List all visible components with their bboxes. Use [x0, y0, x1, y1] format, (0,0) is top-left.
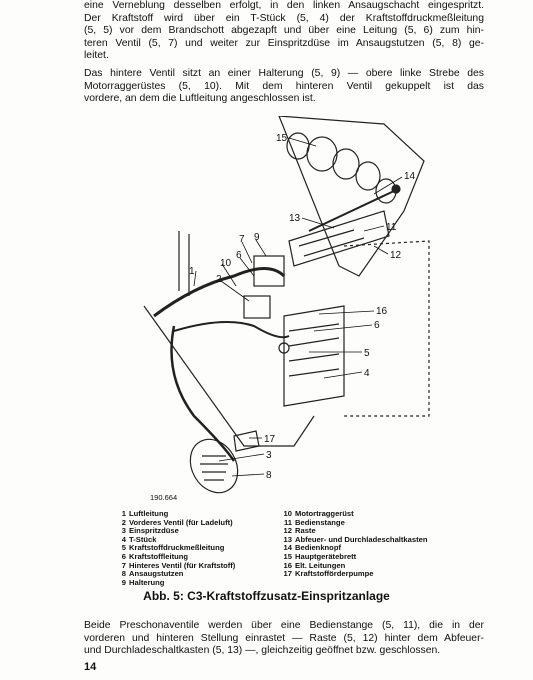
legend-item: 8 Ansaugstutzen	[121, 569, 184, 579]
callout-label: 5	[364, 348, 370, 359]
figure-code: 190.664	[150, 493, 178, 502]
legend-item: 13 Abfeuer- und Durchladeschaltkasten	[283, 534, 428, 544]
legend-item: 17 Kraftstofförderpumpe	[283, 569, 374, 579]
control-rod	[309, 191, 394, 231]
fuel-pump	[234, 431, 259, 451]
legend-item: 1 Luftleitung	[121, 509, 169, 518]
text-line: Das hintere Ventil sitzt an einer Halterung (5, 9) — obere linke Strebe des	[84, 68, 484, 79]
legend-item: 6 Kraftstoffleitung	[121, 551, 189, 561]
text-line: vordere, an dem die Luftleitung angeschlossen ist.	[84, 93, 316, 105]
legend-item: 3 Einspritzdüse	[121, 526, 179, 536]
gauge-icon	[333, 149, 359, 179]
callout-label: 4	[364, 368, 370, 379]
legend-item: 2 Vorderes Ventil (für Ladeluft)	[121, 517, 233, 527]
paragraph-intro	[84, 0, 484, 63]
callout-label: 9	[254, 232, 260, 243]
callout-label: 12	[390, 250, 402, 261]
text-line: teren Ventil (5, 7) und weiter zur Einspritzdüse im Ansaugstutzen (5, 8) ge-	[84, 37, 484, 49]
paragraph-operation	[84, 620, 484, 658]
callout-label: 6	[374, 320, 380, 331]
legend-item: 9 Halterung	[121, 577, 165, 587]
legend-left	[114, 510, 235, 587]
switch-box-detail	[299, 230, 364, 256]
callout-label: 15	[276, 133, 288, 144]
text-line: Beide Preschonaventile werden über eine Bedienstange (5, 11), die in der	[84, 620, 484, 631]
callout-label: 11	[386, 222, 397, 233]
text-line: vorderen und hinteren Stellung einrastet — Raste (5, 12) hinter dem Abfeuer-	[84, 632, 484, 644]
callout-label: 14	[404, 171, 416, 182]
callout-label: 3	[266, 450, 272, 461]
callout-label: 17	[264, 434, 276, 445]
paragraph-valve-mount	[84, 68, 484, 106]
dashboard-panel-outline	[279, 116, 424, 276]
pipe-bundle-detail	[289, 324, 339, 376]
legend-item: 5 Kraftstoffdruckmeßleitung	[121, 543, 225, 553]
callout-label: 16	[376, 306, 388, 317]
callout-label: 1	[189, 266, 195, 277]
intake-manifold	[181, 431, 247, 501]
air-line	[179, 231, 189, 296]
text-line: eine Verneblung desselben erfolgt, in den linken Ansaugschacht eingespritzt.	[84, 0, 484, 11]
control-knob-icon	[392, 185, 400, 193]
callout-label: 8	[266, 470, 272, 481]
legend-item: 4 T-Stück	[121, 534, 157, 544]
legend-item: 12 Raste	[283, 526, 316, 536]
text-line: leitet.	[84, 50, 109, 62]
figure-caption: Abb. 5: C3-Kraftstoffzusatz-Einspritzanlage	[143, 589, 390, 603]
pipe-bundle	[284, 306, 344, 406]
callout-label: 13	[289, 213, 301, 224]
front-valve	[244, 296, 270, 318]
text-line: Der Kraftstoff wird über ein T-Stück (5, 4) der Kraftstoffdruckmeßleitung	[84, 12, 484, 24]
text-line: Motorraggerüstes (5, 10). Mit dem hinteren Ventil gekuppelt ist das	[84, 80, 484, 92]
legend-item: 16 Elt. Leitungen	[283, 560, 346, 570]
callout-label: 7	[239, 234, 245, 245]
callout-label: 6	[236, 250, 242, 261]
legend-item: 7 Hinteres Ventil (für Kraftstoff)	[121, 560, 236, 570]
switch-box	[289, 211, 389, 266]
legend-item: 11 Bedienstange	[283, 517, 345, 527]
text-line: (5, 5) vor dem Brandschott abgezapft und über eine Leitung (5, 6) zum hin-	[84, 25, 484, 37]
firewall-outline	[344, 241, 429, 416]
engine-frame-strut	[144, 306, 314, 446]
legend-item: 14 Bedienknopf	[283, 543, 341, 553]
air-hose	[174, 322, 289, 337]
legend-item: 10 Motortraggerüst	[283, 509, 354, 518]
callout-label: 10	[220, 258, 232, 269]
gauge-icon	[287, 133, 309, 159]
legend-right	[280, 510, 428, 579]
legend-item: 15 Hauptgerätebrett	[283, 551, 357, 561]
technical-illustration	[84, 116, 504, 501]
intake-grille	[200, 456, 228, 480]
text-line: und Durchladeschaltkasten (5, 13) —, gleichzeitig geöffnet bzw. geschlossen.	[84, 645, 441, 657]
page-number: 14	[84, 661, 97, 673]
callout-label: 2	[216, 274, 222, 285]
